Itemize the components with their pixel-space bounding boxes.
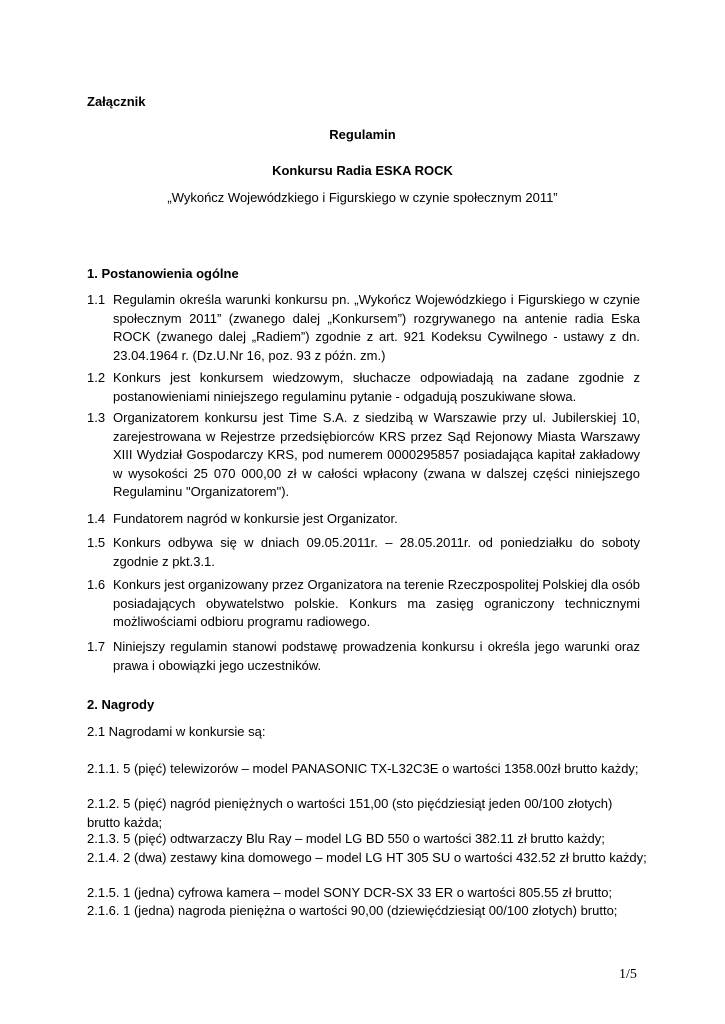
- item-text: Regulamin określa warunki konkursu pn. „Wykończ Wojewódzkiego i Figurskiego w czynie społecznym 2011” (zwanego dalej „Konkursem”) rozgrywanego na antenie radia Eska ROCK (zwanego dalej „Radiem”) zgodnie z art. 921 Kodeksu Cywilnego - ustawy z dn. 23.04.1964 r. (Dz.U.Nr 16, poz. 93 z późn. zm.): [113, 292, 640, 363]
- item-text: Konkurs odbywa się w dniach 09.05.2011r. – 28.05.2011r. od poniedziałku do soboty zgodnie z pkt.3.1.: [113, 535, 640, 569]
- item-text: Niniejszy regulamin stanowi podstawę prowadzenia konkursu i określa jego warunki oraz prawa i obowiązki jego uczestników.: [113, 639, 640, 673]
- item-text: Organizatorem konkursu jest Time S.A. z siedzibą w Warszawie przy ul. Jubilerskiej 10, zarejestrowana w Rejestrze przedsiębiorców KRS przez Sąd Rejonowy Miasta Warszawy XIII Wydział Gospodarczy KRS, pod numerem 0000295857 posiadająca kapitał zakładowy w wysokości 25 070 000,00 zł w całości wpłacony (zwana w dalszej części niniejszego Regulaminu "Organizatorem").: [113, 410, 640, 499]
- item-number: 1.4: [87, 511, 106, 526]
- section-2-heading: 2. Nagrody: [87, 697, 155, 712]
- item-number: 1.1: [87, 292, 106, 307]
- item-number: 1.6: [87, 577, 106, 592]
- prize-item: 2.1.4. 2 (dwa) zestawy kina domowego – model LG HT 305 SU o wartości 432.52 zł brutto każdy;: [87, 850, 647, 865]
- section-item-1-1: [87, 291, 640, 365]
- document-title: Regulamin: [329, 127, 396, 142]
- item-text: Konkurs jest konkursem wiedzowym, słuchacze odpowiadają na zadane zgodnie z postanowieniami niniejszego regulaminu pytanie - odgadują poszukiwane słowa.: [113, 370, 640, 404]
- item-number: 1.5: [87, 535, 106, 550]
- item-number: 1.7: [87, 639, 106, 654]
- item-number: 1.3: [87, 410, 106, 425]
- page-number: 1/5: [619, 967, 637, 982]
- annex-label: Załącznik: [87, 94, 146, 109]
- prize-item: 2.1.5. 1 (jedna) cyfrowa kamera – model SONY DCR-SX 33 ER o wartości 805.55 zł brutto;: [87, 885, 613, 900]
- prize-item: 2.1.6. 1 (jedna) nagroda pieniężna o wartości 90,00 (dziewięćdziesiąt 00/100 złotych) brutto;: [87, 903, 618, 918]
- item-text: Fundatorem nagród w konkursie jest Organizator.: [113, 511, 398, 526]
- prize-item: 2.1.2. 5 (pięć) nagród pieniężnych o wartości 151,00 (sto pięćdziesiąt jeden 00/100 złotych) brutto każda;: [87, 796, 613, 830]
- section-item-1-3: [87, 409, 640, 502]
- section-item-1-4: [87, 510, 640, 529]
- prize-item: 2.1.3. 5 (pięć) odtwarzaczy Blu Ray – model LG BD 550 o wartości 382.11 zł brutto każdy;: [87, 831, 605, 846]
- section-item-1-5: [87, 534, 640, 571]
- section-1-heading: 1. Postanowienia ogólne: [87, 266, 239, 281]
- section-item-1-7: [87, 638, 640, 675]
- section-item-1-6: [87, 576, 640, 632]
- prize-item: 2.1.1. 5 (pięć) telewizorów – model PANASONIC TX-L32C3E o wartości 1358.00zł brutto każdy;: [87, 761, 639, 776]
- contest-name: „Wykończ Wojewódzkiego i Figurskiego w czynie społecznym 2011”: [167, 190, 558, 205]
- item-number: 1.2: [87, 370, 106, 385]
- item-text: Konkurs jest organizowany przez Organizatora na terenie Rzeczpospolitej Polskiej dla osób posiadających obywatelstwo polskie. Konkurs ma zasięg ograniczony technicznymi możliwościami odbioru programu radiowego.: [113, 577, 640, 629]
- section-item-1-2: [87, 369, 640, 406]
- document-subtitle: Konkursu Radia ESKA ROCK: [272, 163, 453, 178]
- prizes-intro: 2.1 Nagrodami w konkursie są:: [87, 724, 266, 739]
